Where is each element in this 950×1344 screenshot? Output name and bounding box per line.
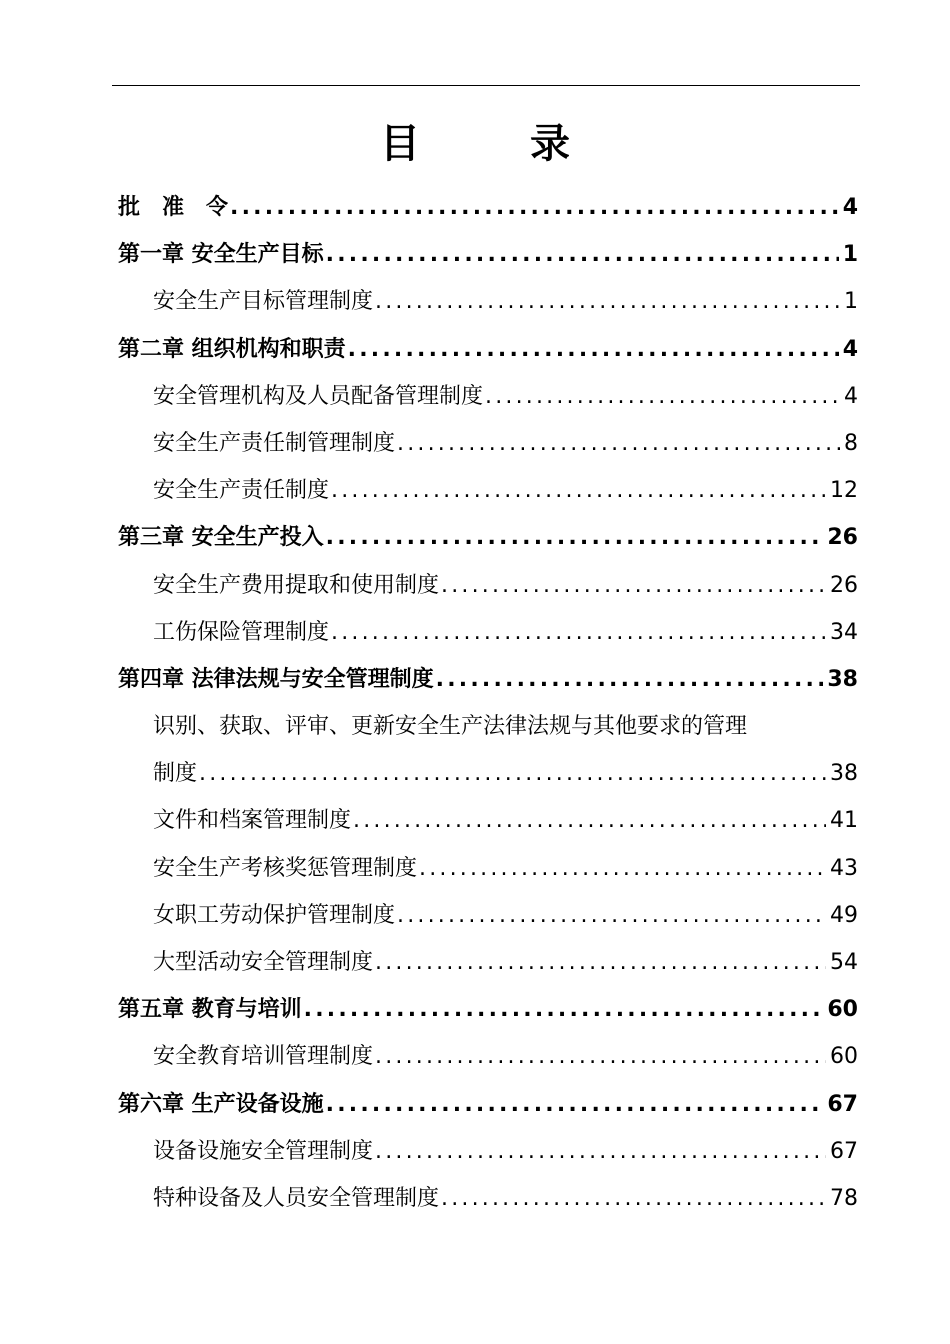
toc-page-number: 34 (830, 619, 858, 645)
toc-page-number: 38 (830, 761, 858, 787)
toc-leader-dots (326, 514, 824, 561)
toc-page-number: 67 (830, 1138, 858, 1164)
header-rule (112, 85, 860, 86)
toc-page-number: 60 (827, 997, 858, 1023)
toc-entry-label: 识别、获取、评审、更新安全生产法律法规与其他要求的管理 (153, 714, 748, 740)
toc-section-entry[interactable] (118, 845, 858, 892)
toc-section-entry[interactable] (118, 797, 858, 844)
toc-leader-dots (331, 467, 826, 514)
toc-leader-dots (397, 892, 826, 939)
toc-page-number: 8 (844, 430, 858, 456)
toc-entry-label: 安全生产责任制管理制度 (153, 430, 396, 456)
toc-page-number: 12 (830, 478, 858, 504)
toc-page-number: 60 (830, 1044, 858, 1070)
toc-leader-dots (375, 1128, 826, 1175)
toc-entry-label: 第三章 安全生产投入 (118, 525, 324, 551)
toc-leader-dots (436, 656, 824, 703)
toc-page-number: 67 (827, 1091, 858, 1117)
toc-entry-label: 大型活动安全管理制度 (153, 950, 374, 975)
toc-section-entry[interactable] (118, 420, 858, 467)
toc-section-entry[interactable] (118, 467, 858, 514)
toc-entry-label: 第五章 教育与培训 (118, 997, 302, 1023)
toc-leader-dots (419, 845, 826, 892)
toc-page-number: 41 (830, 808, 858, 834)
toc-entry-label: 安全生产考核奖惩管理制度 (153, 855, 418, 881)
toc-page-number: 4 (842, 195, 858, 220)
toc-entry-label: 安全生产责任制度 (153, 478, 330, 504)
toc-leader-dots (375, 939, 826, 986)
toc-page-number: 26 (830, 572, 858, 598)
toc-page-number: 4 (842, 336, 858, 362)
toc-leader-dots (441, 1175, 826, 1222)
toc-chapter-entry[interactable] (118, 1081, 858, 1128)
toc-entry-label: 安全生产费用提取和使用制度 (153, 572, 440, 598)
toc-page-number: 1 (842, 242, 858, 268)
toc-section-entry[interactable] (118, 373, 858, 420)
toc-leader-dots (331, 609, 826, 656)
toc-section-entry[interactable] (118, 703, 858, 750)
toc-leader-dots (375, 1033, 826, 1080)
toc-entry-label: 文件和档案管理制度 (153, 808, 352, 834)
toc-section-entry[interactable] (118, 562, 858, 609)
toc-entry-label: 女职工劳动保护管理制度 (153, 902, 396, 928)
toc-entry-label: 第四章 法律法规与安全管理制度 (118, 666, 434, 692)
toc-entry-label: 工伤保险管理制度 (153, 619, 330, 645)
toc-section-entry[interactable] (118, 939, 858, 986)
toc-entry-label: 安全管理机构及人员配备管理制度 (153, 383, 484, 409)
toc-section-entry[interactable] (118, 278, 858, 325)
toc-entry-label: 制度 (153, 761, 198, 787)
toc-section-entry[interactable] (118, 1175, 858, 1222)
table-of-contents (118, 184, 858, 1222)
toc-leader-dots (230, 184, 839, 231)
toc-page-number: 4 (844, 383, 858, 409)
toc-entry-label: 批 准 令 (118, 195, 229, 220)
toc-leader-dots (304, 986, 824, 1033)
toc-chapter-entry[interactable] (118, 231, 858, 278)
toc-entry-label: 第一章 安全生产目标 (118, 242, 324, 268)
toc-page-number: 78 (830, 1185, 858, 1211)
toc-section-entry[interactable] (118, 892, 858, 939)
toc-leader-dots (199, 750, 826, 797)
toc-leader-dots (348, 326, 839, 373)
toc-page-number: 38 (827, 666, 858, 692)
toc-entry-label: 安全生产目标管理制度 (153, 289, 374, 315)
toc-page-number: 49 (830, 902, 858, 928)
toc-entry-label: 设备设施安全管理制度 (153, 1138, 374, 1164)
toc-chapter-entry[interactable] (118, 326, 858, 373)
toc-leader-dots (441, 562, 826, 609)
toc-page-number: 26 (827, 525, 858, 551)
toc-section-entry[interactable] (118, 1128, 858, 1175)
toc-leader-dots (326, 231, 839, 278)
toc-section-entry[interactable] (118, 609, 858, 656)
toc-page-number: 43 (830, 855, 858, 881)
toc-chapter-entry[interactable] (118, 656, 858, 703)
toc-leader-dots (485, 373, 840, 420)
toc-chapter-entry[interactable] (118, 986, 858, 1033)
toc-entry-label: 安全教育培训管理制度 (153, 1044, 374, 1070)
toc-leader-dots (353, 797, 826, 844)
toc-entry-label: 第六章 生产设备设施 (118, 1091, 324, 1117)
toc-page-number: 1 (844, 289, 858, 315)
toc-leader-dots (397, 420, 840, 467)
toc-section-entry[interactable] (118, 750, 858, 797)
toc-chapter-entry[interactable] (118, 184, 858, 231)
toc-chapter-entry[interactable] (118, 514, 858, 561)
toc-leader-dots (375, 278, 840, 325)
toc-leader-dots (326, 1081, 824, 1128)
toc-section-entry[interactable] (118, 1033, 858, 1080)
toc-page-number: 54 (830, 950, 858, 975)
toc-entry-label: 特种设备及人员安全管理制度 (153, 1185, 440, 1211)
toc-title: 目 录 (380, 121, 618, 167)
toc-entry-label: 第二章 组织机构和职责 (118, 336, 346, 362)
